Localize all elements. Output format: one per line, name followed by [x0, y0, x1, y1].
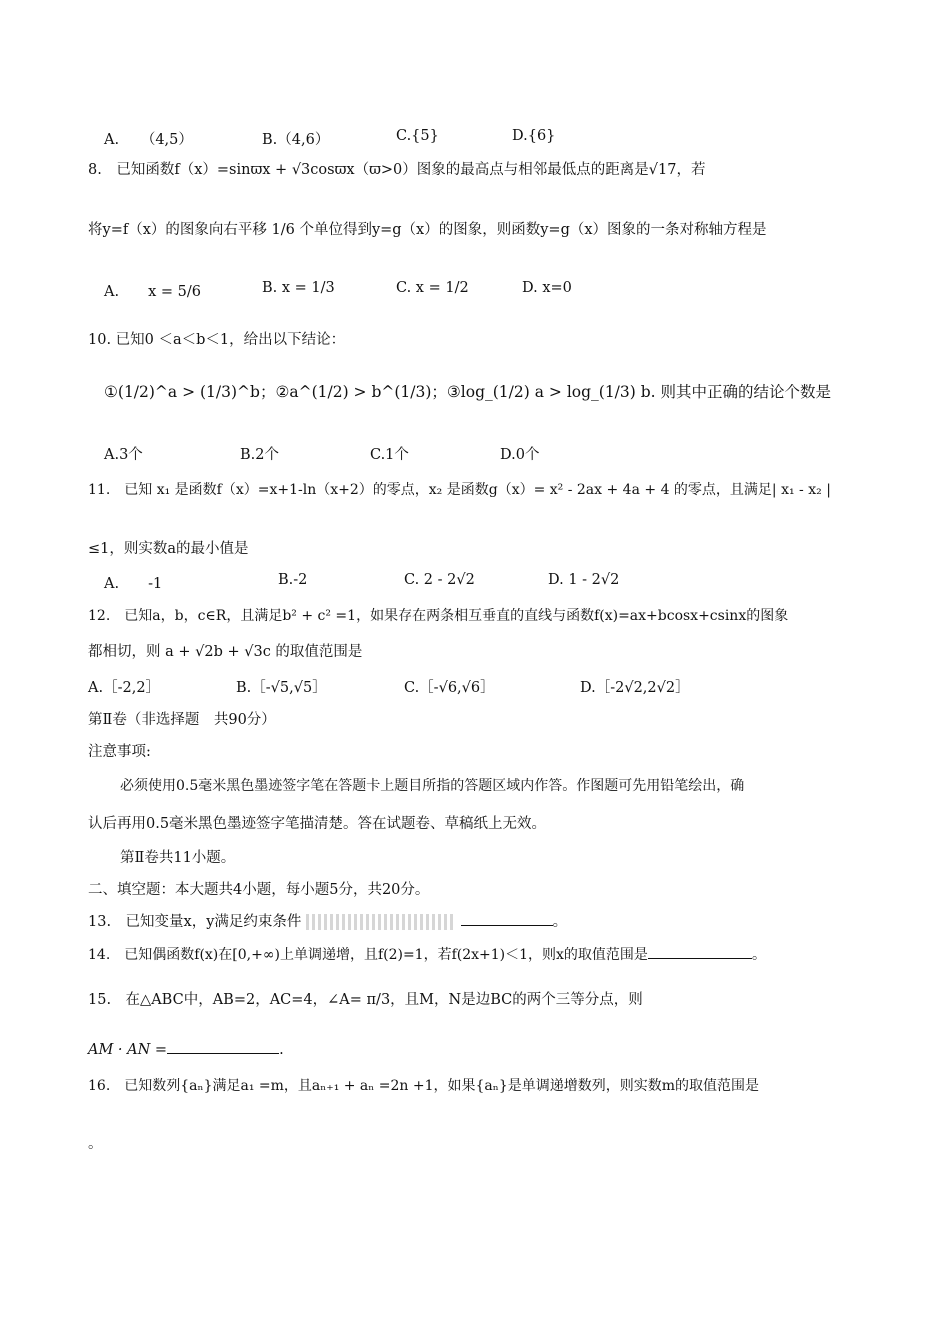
- q10-option-c: C.1个: [370, 447, 409, 463]
- q14-period: 。: [751, 947, 766, 963]
- q11-line-2: ≤1，则实数a的最小值是: [88, 541, 249, 557]
- q7-option-a: A. （4,5）: [104, 132, 193, 148]
- q13-answer-blank[interactable]: [461, 925, 553, 926]
- q8-line-1: 8. 已知函数f（x）=sinϖx + √3cosϖx（ϖ>0）图象的最高点与相邻最低点的距离是√17，若: [88, 162, 706, 178]
- q8-option-b: B. x = 1/3: [262, 280, 335, 296]
- q10-option-b: B.2个: [240, 447, 279, 463]
- q12-option-a: A.［-2,2］: [88, 680, 161, 696]
- q15-line-1: 15. 在△ABC中，AB=2，AC=4，∠A= π/3，且M，N是边BC的两个三等分点，则: [88, 992, 643, 1008]
- q12-option-b: B.［-√5,√5］: [236, 680, 327, 696]
- section-fill-in: 二、填空题：本大题共4小题，每小题5分，共20分。: [88, 882, 430, 898]
- q13-text: 13. 已知变量x，y满足约束条件: [88, 914, 302, 930]
- q11-option-b: B.-2: [278, 572, 308, 588]
- part2-title: 第Ⅱ卷（非选择题 共90分）: [88, 712, 276, 728]
- q11-option-c: C. 2 - 2√2: [404, 572, 475, 588]
- q14-text: 14. 已知偶函数f(x)在[0,+∞)上单调递增，且f(2)=1，若f(2x+1)＜1，则x的取值范围是: [88, 947, 648, 963]
- part2-para-1: 必须使用0.5毫米黑色墨迹签字笔在答题卡上题目所指的答题区域内作答。作图题可先用铅笔绘出，确: [120, 778, 745, 794]
- q13-period: 。: [552, 914, 568, 930]
- q16-line-1: 16. 已知数列{aₙ}满足a₁ =m，且aₙ₊₁ + aₙ =2n +1，如果{aₙ}是单调递增数列，则实数m的取值范围是: [88, 1078, 760, 1094]
- q10-option-a: A.3个: [104, 447, 143, 463]
- q7-option-b: B.（4,6）: [262, 132, 330, 148]
- q12-line-1: 12. 已知a，b，c∈R，且满足b² + c² =1，如果存在两条相互垂直的直线与函数f(x)=ax+bcosx+csinx的图象: [88, 608, 789, 624]
- q14-line: [88, 945, 862, 965]
- q8-line-2: 将y=f（x）的图象向右平移 1/6 个单位得到y=g（x）的图象，则函数y=g（x）图象的一条对称轴方程是: [88, 222, 767, 238]
- q7-option-c: C.{5}: [396, 128, 439, 144]
- q13-constraint-image: [306, 914, 456, 930]
- q10-option-d: D.0个: [500, 447, 540, 463]
- part2-notice: 注意事项:: [88, 744, 151, 760]
- q15-line-2: AM · AN = .: [88, 1042, 284, 1058]
- q15-answer-blank[interactable]: [167, 1053, 279, 1054]
- q8-option-d: D. x=0: [522, 280, 572, 296]
- q15-vector-expr: AM · AN =: [88, 1042, 168, 1058]
- q7-option-d: D.{6}: [512, 128, 556, 144]
- q12-option-d: D.［-2√2,2√2］: [580, 680, 690, 696]
- q13-line: [88, 912, 862, 932]
- q11-option-d: D. 1 - 2√2: [548, 572, 620, 588]
- part2-para-2: 认后再用0.5毫米黑色墨迹签字笔描清楚。答在试题卷、草稿纸上无效。: [88, 816, 547, 832]
- q8-option-a: A. x = 5/6: [104, 284, 201, 300]
- q12-line-2: 都相切，则 a + √2b + √3c 的取值范围是: [88, 644, 363, 660]
- q11-option-a: A. -1: [104, 576, 163, 592]
- part2-count: 第Ⅱ卷共11小题。: [120, 850, 236, 866]
- q10-line-1: 10. 已知0 ＜a＜b＜1，给出以下结论：: [88, 332, 346, 348]
- q11-line-1: 11. 已知 x₁ 是函数f（x）=x+1-ln（x+2）的零点，x₂ 是函数g（x）= x² - 2ax + 4a + 4 的零点，且满足| x₁ - x₂ |: [88, 482, 831, 498]
- q14-answer-blank[interactable]: [648, 958, 752, 959]
- q10-line-2: ①(1/2)^a > (1/3)^b；②a^(1/2) > b^(1/3)；③log_(1/2) a > log_(1/3) b. 则其中正确的结论个数是: [104, 383, 832, 401]
- q8-option-c: C. x = 1/2: [396, 280, 469, 296]
- q16-line-2: 。: [88, 1136, 103, 1152]
- q12-option-c: C.［-√6,√6］: [404, 680, 495, 696]
